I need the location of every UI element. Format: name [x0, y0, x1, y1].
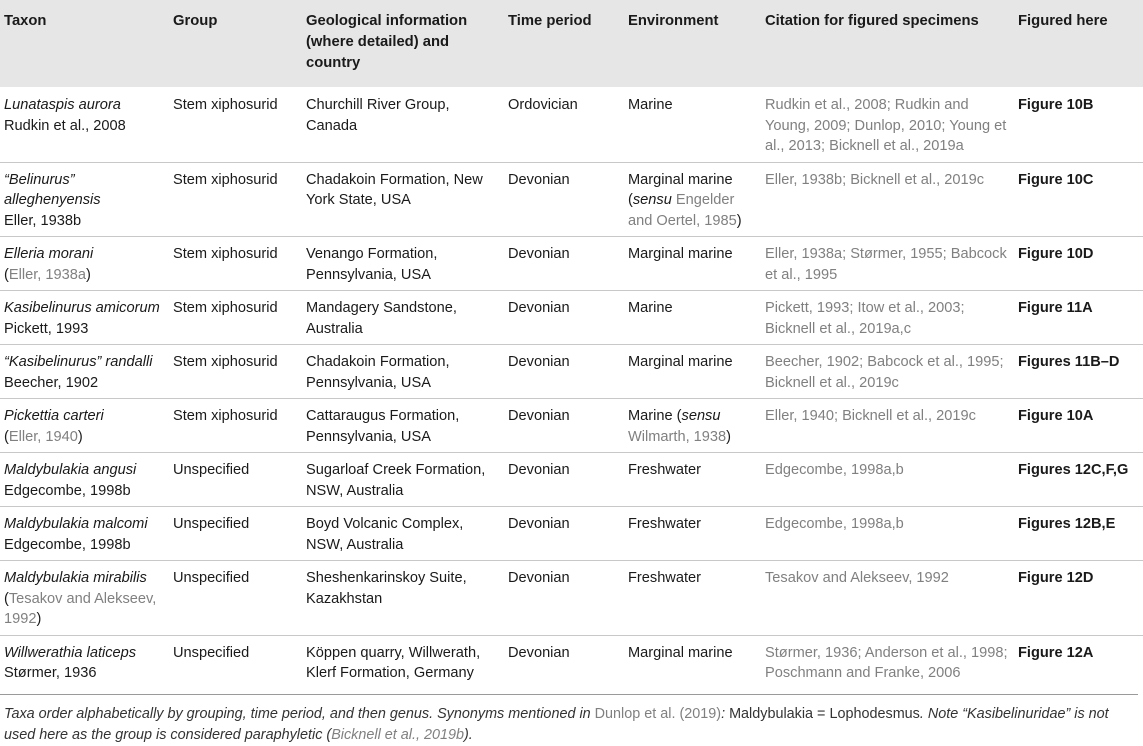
taxon-author: Rudkin et al., 2008	[4, 117, 126, 134]
cell-environment	[624, 87, 761, 162]
env-text: Freshwater	[628, 462, 701, 478]
cell-taxon	[0, 237, 169, 291]
cell-citation[interactable]: Beecher, 1902; Babcock et al., 1995; Bicknell et al., 2019c	[765, 354, 1004, 391]
cell-figure[interactable]: Figure 12A	[1018, 644, 1094, 661]
taxon-name: Pickettia carteri	[4, 408, 104, 424]
env-text: Marginal marine	[628, 354, 733, 370]
cell-time: Devonian	[508, 171, 570, 188]
footnote-synonym-1: Maldybulakia	[729, 705, 814, 722]
cell-citation[interactable]: Tesakov and Alekseev, 1992	[765, 570, 949, 586]
cell-group: Stem xiphosurid	[173, 97, 278, 113]
cell-environment	[624, 507, 761, 561]
cell-figure[interactable]: Figure 10B	[1018, 97, 1094, 113]
env-citation[interactable]: Wilmarth, 1938	[628, 428, 727, 445]
cell-figure[interactable]: Figures 12C,F,G	[1018, 462, 1129, 478]
taxon-quote-open: “	[4, 171, 9, 188]
cell-citation[interactable]: Edgecombe, 1998a,b	[765, 462, 904, 478]
header-group: Group	[173, 13, 218, 29]
cell-environment	[624, 291, 761, 345]
cell-citation[interactable]: Rudkin et al., 2008; Rudkin and Young, 2009; Dunlop, 2010; Young et al., 2013; Bicknell et al., 2019a	[765, 97, 1007, 154]
taxon-name: Maldybulakia angusi	[4, 462, 137, 478]
cell-citation[interactable]: Eller, 1940; Bicknell et al., 2019c	[765, 408, 976, 424]
cell-environment	[624, 399, 761, 453]
table-row	[0, 345, 1143, 399]
taxon-author: Pickett, 1993	[4, 320, 89, 337]
cell-taxon	[0, 399, 169, 453]
taxon-name: Lunataspis aurora	[4, 97, 121, 113]
cell-environment	[624, 345, 761, 399]
cell-citation[interactable]: Eller, 1938a; Størmer, 1955; Babcock et al., 1995	[765, 246, 1007, 283]
cell-taxon	[0, 507, 169, 561]
env-text: Marine	[628, 97, 673, 113]
cell-geology: Chadakoin Formation, Pennsylvania, USA	[306, 354, 450, 391]
env-text: Marginal marine	[628, 644, 733, 661]
table-row	[0, 237, 1143, 291]
cell-group: Stem xiphosurid	[173, 408, 278, 424]
table-footnote	[0, 694, 1138, 746]
env-text: Marine (	[628, 408, 682, 424]
cell-time: Ordovician	[508, 97, 578, 113]
table-row	[0, 87, 1143, 162]
env-sensu: sensu	[632, 192, 672, 208]
taxon-quote-open: “	[4, 354, 9, 370]
table-row	[0, 507, 1143, 561]
footnote-text-4: ).	[464, 726, 473, 743]
cell-taxon	[0, 345, 169, 399]
cell-geology: Boyd Volcanic Complex, NSW, Australia	[306, 516, 464, 553]
table-row	[0, 399, 1143, 453]
env-text: Marine	[628, 300, 673, 316]
cell-taxon	[0, 87, 169, 162]
author-paren-open: (	[4, 590, 9, 607]
cell-time: Devonian	[508, 408, 570, 424]
taxon-name: Elleria morani	[4, 246, 94, 262]
author-paren-close: )	[77, 428, 83, 445]
cell-time: Devonian	[508, 354, 570, 370]
env-sensu: sensu	[681, 408, 721, 424]
taxon-author[interactable]: Tesakov and Alekseev, 1992	[4, 590, 157, 627]
footnote-synonym-2: Lophodesmus	[829, 705, 920, 722]
cell-geology: Mandagery Sandstone, Australia	[306, 300, 457, 337]
cell-citation[interactable]: Størmer, 1936; Anderson et al., 1998; Poschmann and Franke, 2006	[765, 644, 1008, 681]
header-citation: Citation for figured specimens	[765, 13, 979, 29]
author-paren-close: )	[36, 611, 42, 627]
taxon-name-rest: ” alleghenyensis	[4, 171, 101, 208]
cell-figure[interactable]: Figure 12D	[1018, 570, 1094, 586]
cell-time: Devonian	[508, 462, 570, 478]
cell-figure[interactable]: Figures 11B–D	[1018, 354, 1120, 370]
cell-figure[interactable]: Figure 11A	[1018, 300, 1093, 316]
author-paren-open: (	[4, 266, 9, 283]
footnote-equals: =	[813, 705, 830, 722]
cell-group: Unspecified	[173, 570, 250, 586]
taxon-author: Eller, 1938b	[4, 212, 82, 229]
cell-citation[interactable]: Eller, 1938b; Bicknell et al., 2019c	[765, 171, 985, 188]
cell-group: Stem xiphosurid	[173, 246, 278, 262]
author-paren-open: (	[4, 428, 9, 445]
cell-citation[interactable]: Pickett, 1993; Itow et al., 2003; Bicknell et al., 2019a,c	[765, 300, 965, 337]
taxon-name: Maldybulakia malcomi	[4, 516, 148, 532]
cell-taxon	[0, 635, 169, 694]
cell-taxon	[0, 291, 169, 345]
cell-environment	[624, 561, 761, 636]
cell-figure[interactable]: Figure 10D	[1018, 246, 1094, 262]
cell-geology: Chadakoin Formation, New York State, USA	[306, 171, 483, 208]
taxon-name: Maldybulakia mirabilis	[4, 570, 147, 586]
cell-geology: Sheshenkarinskoy Suite, Kazakhstan	[306, 570, 467, 607]
cell-citation[interactable]: Edgecombe, 1998a,b	[765, 516, 904, 532]
table-row	[0, 291, 1143, 345]
taxon-author[interactable]: Eller, 1938a	[8, 266, 86, 283]
env-text: Marginal marine (	[628, 171, 733, 208]
env-tail: )	[726, 428, 732, 445]
cell-group: Unspecified	[173, 516, 250, 532]
env-text: Marginal marine	[628, 246, 733, 262]
table-row	[0, 635, 1143, 694]
footnote-text-2: :	[721, 705, 730, 722]
taxon-name: Belinurus	[8, 171, 70, 188]
taxon-author: Størmer, 1936	[4, 665, 97, 681]
table-row	[0, 453, 1143, 507]
cell-group: Unspecified	[173, 462, 250, 478]
footnote-text-1: Taxa order alphabetically by grouping, time period, and then genus. Synonyms mentioned in	[4, 705, 595, 722]
cell-environment	[624, 453, 761, 507]
cell-geology: Sugarloaf Creek Formation, NSW, Australia	[306, 462, 486, 499]
header-time: Time period	[508, 13, 592, 29]
taxon-author: Beecher, 1902	[4, 374, 99, 391]
cell-geology: Cattaraugus Formation, Pennsylvania, USA	[306, 408, 460, 445]
cell-figure[interactable]: Figure 10C	[1018, 171, 1094, 188]
header-figured: Figured here	[1018, 13, 1108, 29]
cell-group: Unspecified	[173, 644, 250, 661]
footnote-citation-dunlop[interactable]: Dunlop et al. (2019)	[594, 705, 722, 722]
cell-time: Devonian	[508, 246, 570, 262]
table-row	[0, 162, 1143, 237]
taxon-name-rest: ” randalli	[96, 354, 153, 370]
cell-taxon	[0, 561, 169, 636]
cell-figure[interactable]: Figures 12B,E	[1018, 516, 1116, 532]
header-environment: Environment	[628, 13, 719, 29]
cell-time: Devonian	[508, 570, 570, 586]
taxon-name: Willwerathia laticeps	[4, 644, 137, 661]
cell-time: Devonian	[508, 644, 570, 661]
taxon-name: Kasibelinurus	[8, 354, 97, 370]
cell-geology: Köppen quarry, Willwerath, Klerf Formation, Germany	[306, 644, 481, 681]
footnote-citation-bicknell[interactable]: Bicknell et al., 2019b	[331, 726, 464, 743]
cell-group: Stem xiphosurid	[173, 300, 278, 316]
taxon-author: Edgecombe, 1998b	[4, 536, 131, 553]
env-text: Freshwater	[628, 570, 701, 586]
footnote-text-3: . Note “Kasibelinuridae” is not used here as the group is considered paraphyletic (	[4, 705, 1109, 743]
env-citation[interactable]: Engelder and Oertel, 1985	[628, 192, 737, 229]
env-text: Freshwater	[628, 516, 701, 532]
cell-group: Stem xiphosurid	[173, 354, 278, 370]
cell-geology: Churchill River Group, Canada	[306, 97, 450, 134]
cell-geology: Venango Formation, Pennsylvania, USA	[306, 246, 438, 283]
cell-environment	[624, 162, 761, 237]
cell-taxon	[0, 162, 169, 237]
cell-group: Stem xiphosurid	[173, 171, 278, 188]
header-geology: Geological information (where detailed) and country	[306, 13, 468, 71]
env-tail: )	[736, 212, 742, 229]
author-paren-close: )	[85, 266, 91, 283]
taxon-author[interactable]: Eller, 1940	[8, 428, 78, 445]
cell-figure[interactable]: Figure 10A	[1018, 408, 1094, 424]
taxon-author: Edgecombe, 1998b	[4, 482, 131, 499]
cell-time: Devonian	[508, 516, 570, 532]
taxon-name: Kasibelinurus amicorum	[4, 300, 160, 316]
header-row	[0, 0, 1143, 87]
header-taxon: Taxon	[4, 13, 47, 29]
cell-taxon	[0, 453, 169, 507]
cell-time: Devonian	[508, 300, 570, 316]
table-row	[0, 561, 1143, 636]
cell-environment	[624, 237, 761, 291]
cell-environment	[624, 635, 761, 694]
